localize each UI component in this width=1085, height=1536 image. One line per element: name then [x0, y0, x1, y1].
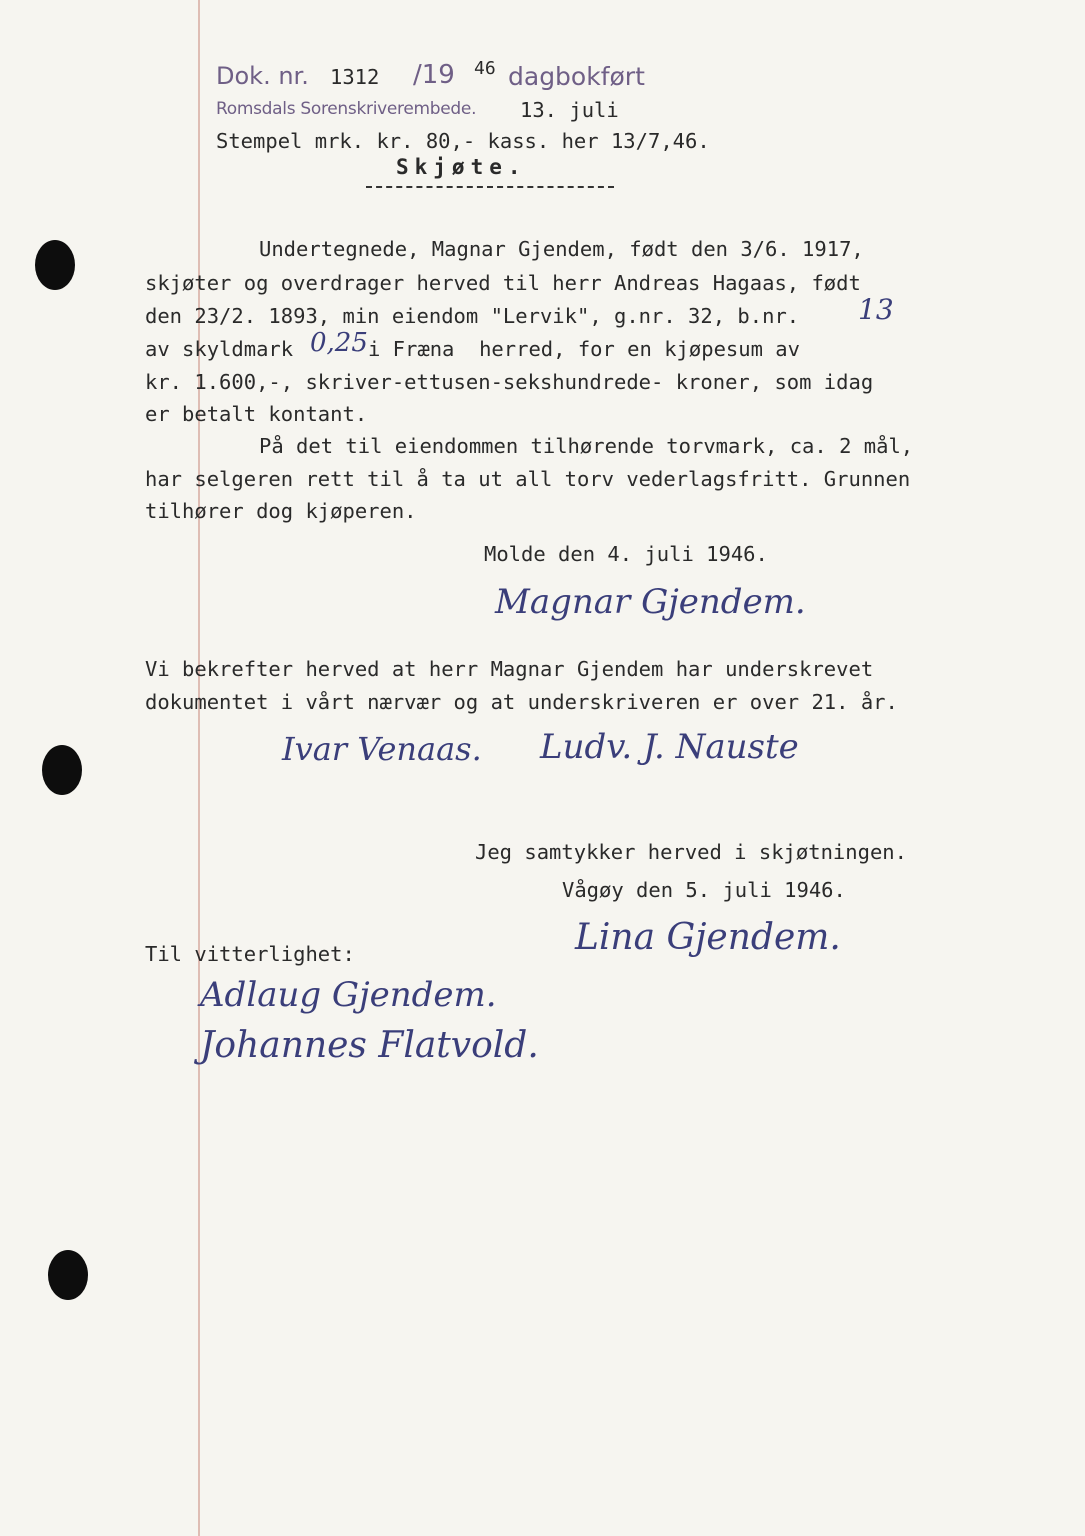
document-title: Skjøte. — [396, 155, 527, 179]
body-line: kr. 1.600,-, skriver-ettusen-sekshundrede- kroner, som idag — [145, 370, 874, 394]
signature-lina: Lina Gjendem. — [575, 917, 841, 958]
stamp-dok-nr: Dok. nr. — [216, 62, 309, 90]
stamp-office: Romsdals Sorenskriverembede. — [216, 99, 477, 119]
body-line: På det til eiendommen tilhørende torvmark, ca. 2 mål, — [259, 434, 914, 458]
doc-number: 1312 — [330, 65, 380, 89]
body-line: skjøter og overdrager herved til herr Andreas Hagaas, født — [145, 271, 861, 295]
signature-witness-1: Ivar Venaas. — [282, 730, 482, 768]
punch-hole — [48, 1250, 88, 1300]
witness-line: Vi bekrefter herved at herr Magnar Gjendem har underskrevet — [145, 657, 874, 681]
signature-witness-2: Ludv. J. Nauste — [540, 727, 799, 767]
signature-johannes: Johannes Flatvold. — [200, 1025, 539, 1066]
stamp-year: /19 — [413, 60, 455, 90]
year-suffix: 46 — [474, 58, 496, 79]
stamp-date: 13. juli — [520, 98, 619, 122]
signature-adlaug: Adlaug Gjendem. — [200, 975, 497, 1015]
body-line: har selgeren rett til å ta ut all torv vederlagsfritt. Grunnen — [145, 467, 911, 491]
margin-line — [198, 0, 200, 1536]
body-line: Undertegnede, Magnar Gjendem, født den 3/6. 1917, — [259, 237, 864, 261]
consent-line: Jeg samtykker herved i skjøtningen. — [475, 840, 907, 864]
place-date-molde: Molde den 4. juli 1946. — [484, 542, 768, 566]
body-line: tilhører dog kjøperen. — [145, 499, 417, 523]
title-underline — [366, 186, 614, 188]
body-line: er betalt kontant. — [145, 402, 368, 426]
place-date-vagoy: Vågøy den 5. juli 1946. — [562, 878, 846, 902]
punch-hole — [35, 240, 75, 290]
stamp-dagbokfort: dagbokført — [508, 62, 645, 91]
stamp-fee: Stempel mrk. kr. 80,- kass. her 13/7,46. — [216, 129, 710, 153]
handwritten-skyld: 0,25 — [310, 328, 368, 358]
body-line: den 23/2. 1893, min eiendom "Lervik", g.nr. 32, b.nr. — [145, 304, 800, 328]
handwritten-bnr: 13 — [858, 293, 894, 326]
punch-hole — [42, 745, 82, 795]
signature-magnar: Magnar Gjendem. — [495, 582, 806, 622]
vitterlighet-label: Til vitterlighet: — [145, 942, 355, 966]
witness-line: dokumentet i vårt nærvær og at underskriveren er over 21. år. — [145, 690, 898, 714]
body-line: av skyldmark — [145, 337, 294, 361]
body-line: i Fræna herred, for en kjøpesum av — [368, 337, 800, 361]
